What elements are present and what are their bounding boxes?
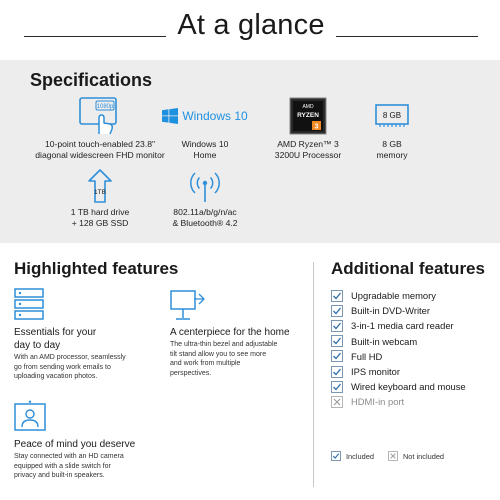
- memory-icon: [372, 96, 412, 136]
- feature-description: With an AMD processor, seamlessly go from sending work emails to uploading vacation photos.: [14, 354, 126, 381]
- included-check-icon: [331, 366, 343, 378]
- spec-wireless: [155, 168, 255, 229]
- section-divider: [313, 262, 314, 487]
- included-check-icon: [331, 305, 343, 317]
- spec-memory: [352, 96, 432, 161]
- page-title: At a glance: [177, 9, 325, 41]
- legend-not-included-label: Not included: [402, 451, 445, 461]
- storage-icon: [80, 168, 120, 204]
- svg-text:1TB: 1TB: [94, 189, 106, 196]
- svg-text:AMD: AMD: [302, 104, 314, 110]
- included-check-icon: [331, 290, 343, 302]
- list-item: Full HD: [331, 349, 491, 364]
- legend-included-label: Included: [346, 451, 374, 461]
- resolution-badge: 1080p: [96, 104, 114, 110]
- svg-text:3: 3: [314, 123, 319, 131]
- list-item: Upgradable memory: [331, 288, 491, 303]
- list-item: 3-in-1 media card reader: [331, 318, 491, 333]
- spec-caption: 10-point touch-enabled 23.8" diagonal widescreen FHD monitor: [35, 139, 165, 160]
- additional-features-heading: Additional features: [331, 259, 485, 278]
- feature-description: Stay connected with an HD camera equipped with a slide switch for privacy and built-in speakers.: [14, 453, 124, 480]
- spec-processor: [258, 96, 358, 161]
- spec-caption: 8 GB memory: [376, 139, 408, 160]
- feature-peace-of-mind: [14, 400, 164, 481]
- feature-title: Essentials for your day to day: [14, 327, 97, 351]
- feature-title: Peace of mind you deserve: [14, 439, 136, 450]
- feature-essentials: [14, 288, 164, 382]
- included-check-icon: [331, 335, 343, 347]
- specifications-heading: Specifications: [30, 70, 153, 90]
- specifications-section: [0, 60, 500, 243]
- spec-touch-display: [30, 96, 170, 161]
- svg-text:RYZEN: RYZEN: [297, 112, 319, 119]
- spec-caption: Windows 10 Home: [181, 139, 229, 160]
- spec-caption: 802.11a/b/g/n/ac & Bluetooth® 4.2: [172, 207, 238, 228]
- windows-logo-icon: [160, 96, 250, 136]
- not-included-x-icon: [388, 451, 398, 461]
- included-check-icon: [331, 451, 341, 461]
- windows-logo-text: Windows 10: [182, 109, 248, 123]
- title-rule-left: [24, 36, 166, 37]
- list-item: Wired keyboard and mouse: [331, 379, 491, 394]
- spec-operating-system: [160, 96, 250, 161]
- included-check-icon: [331, 320, 343, 332]
- svg-text:8 GB: 8 GB: [382, 111, 402, 120]
- list-item: Built-in DVD-Writer: [331, 303, 491, 318]
- monitor-tilt-icon: [170, 288, 210, 322]
- additional-features-list: [331, 288, 491, 410]
- highlighted-features-heading: Highlighted features: [14, 259, 179, 278]
- header: [0, 0, 500, 56]
- amd-ryzen-chip-icon: [288, 96, 328, 136]
- feature-centerpiece: [170, 288, 310, 378]
- list-item: HDMI-in port: [331, 394, 491, 409]
- server-stack-icon: [14, 288, 48, 322]
- feature-description: The ultra-thin bezel and adjustable tilt stand allow you to see more and work from multiple perspectives.: [170, 341, 278, 377]
- camera-user-icon: [14, 400, 54, 434]
- included-check-icon: [331, 350, 343, 362]
- spec-caption: 1 TB hard drive + 128 GB SSD: [70, 207, 130, 228]
- not-included-x-icon: [331, 396, 343, 408]
- spec-caption: AMD Ryzen™ 3 3200U Processor: [274, 139, 342, 160]
- legend: [331, 451, 458, 461]
- spec-storage: [55, 168, 145, 229]
- title-rule-right: [336, 36, 478, 37]
- wireless-icon: [185, 168, 225, 204]
- included-check-icon: [331, 381, 343, 393]
- touch-screen-icon: [74, 96, 126, 136]
- list-item: Built-in webcam: [331, 334, 491, 349]
- feature-title: A centerpiece for the home: [170, 327, 290, 338]
- list-item: IPS monitor: [331, 364, 491, 379]
